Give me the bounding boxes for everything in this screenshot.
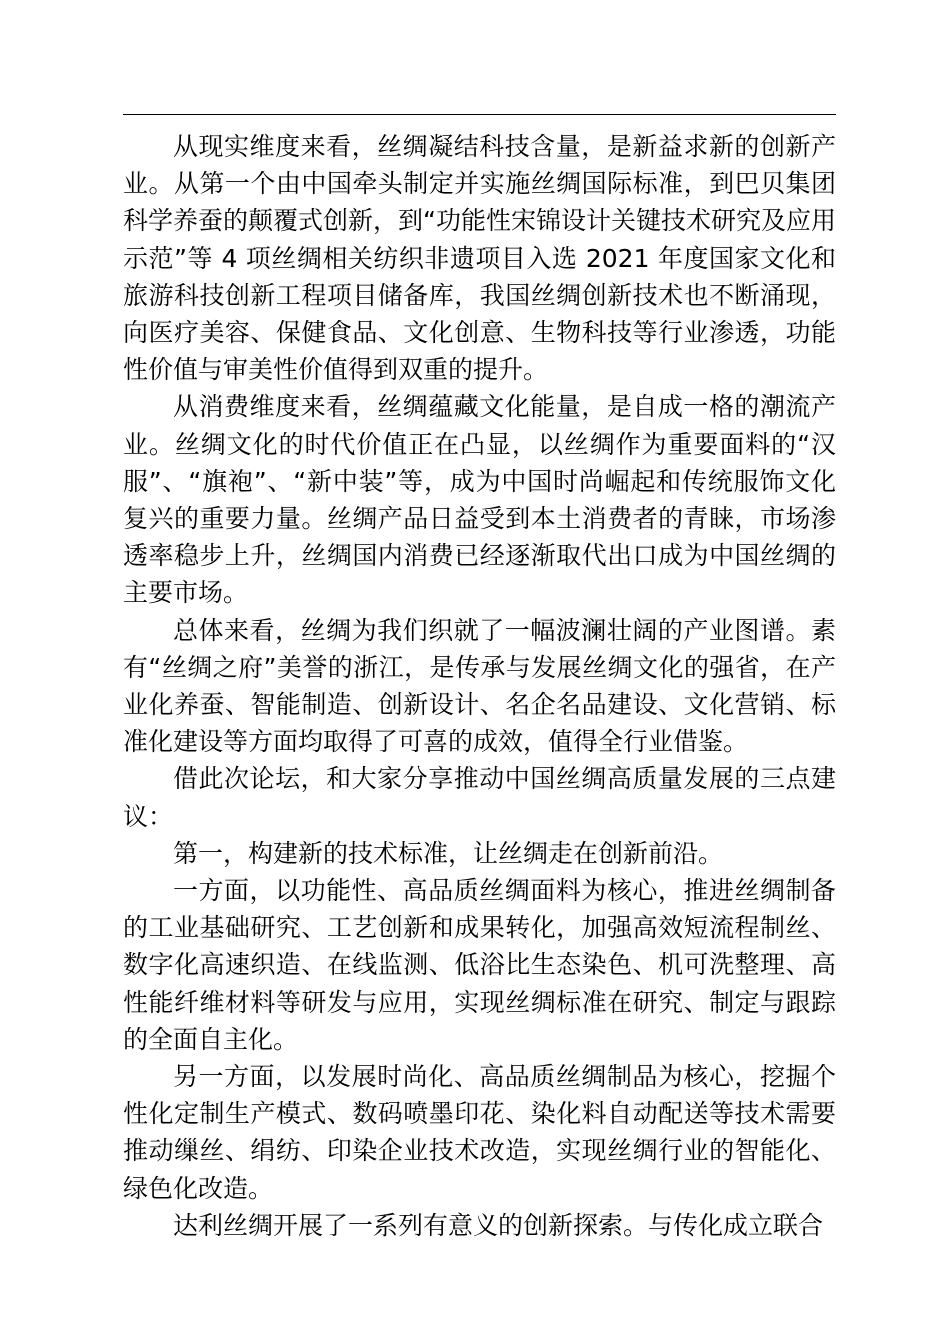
header-rule xyxy=(123,114,836,115)
paragraph-on-one-hand: 一方面，以功能性、高品质丝绸面料为核心，推进丝绸制备的工业基础研究、工艺创新和成果转化，加强高效短流程制丝、数字化高速织造、在线监测、低浴比生态染色、机可洗整理、高性能纤维材料等研发与应用，实现丝绸标准在研究、制定与跟踪的全面自主化。 xyxy=(123,876,836,1054)
body-text xyxy=(123,128,836,1244)
paragraph-dali-silk: 达利丝绸开展了一系列有意义的创新探索。与传化成立联合 xyxy=(173,1210,824,1240)
paragraph-tech-dimension: 从现实维度来看，丝绸凝结科技含量，是新益求新的创新产业。从第一个由中国牵头制定并实施丝绸国际标准，到巴贝集团科学养蚕的颠覆式创新，到“功能性宋锦设计关键技术研究及应用示范”等 4 项丝绸相关纺织非遗项目入选 2021 年度国家文化和旅游科技创新工程项目储备库，我国丝绸创新技术也不断涌现，向医疗美容、保健食品、文化创意、生物科技等行业渗透，功能性价值与审美性价值得到双重的提升。 xyxy=(123,132,836,385)
paragraph-consumption-dimension: 从消费维度来看，丝绸蕴藏文化能量，是自成一格的潮流产业。丝绸文化的时代价值正在凸显，以丝绸作为重要面料的“汉服”、“旗袍”、“新中装”等，成为中国时尚崛起和传统服饰文化复兴的重要力量。丝绸产品日益受到本土消费者的青睐，市场渗透率稳步上升，丝绸国内消费已经逐渐取代出口成为中国丝绸的主要市场。 xyxy=(123,392,836,608)
paragraph-overall-view: 总体来看，丝绸为我们织就了一幅波澜壮阔的产业图谱。素有“丝绸之府”美誉的浙江，是传承与发展丝绸文化的强省，在产业化养蚕、智能制造、创新设计、名企名品建设、文化营销、标准化建设等方面均取得了可喜的成效，值得全行业借鉴。 xyxy=(123,615,836,757)
paragraph-on-other-hand: 另一方面，以发展时尚化、高品质丝绸制品为核心，挖掘个性化定制生产模式、数码喷墨印花、染化料自动配送等技术需要推动缫丝、绢纺、印染企业技术改造，实现丝绸行业的智能化、绿色化改造。 xyxy=(123,1062,836,1203)
paragraph-first-point: 第一，构建新的技术标准，让丝绸走在创新前沿。 xyxy=(173,838,724,868)
paragraph-suggestions-intro: 借此次论坛，和大家分享推动中国丝绸高质量发展的三点建议： xyxy=(123,764,836,831)
